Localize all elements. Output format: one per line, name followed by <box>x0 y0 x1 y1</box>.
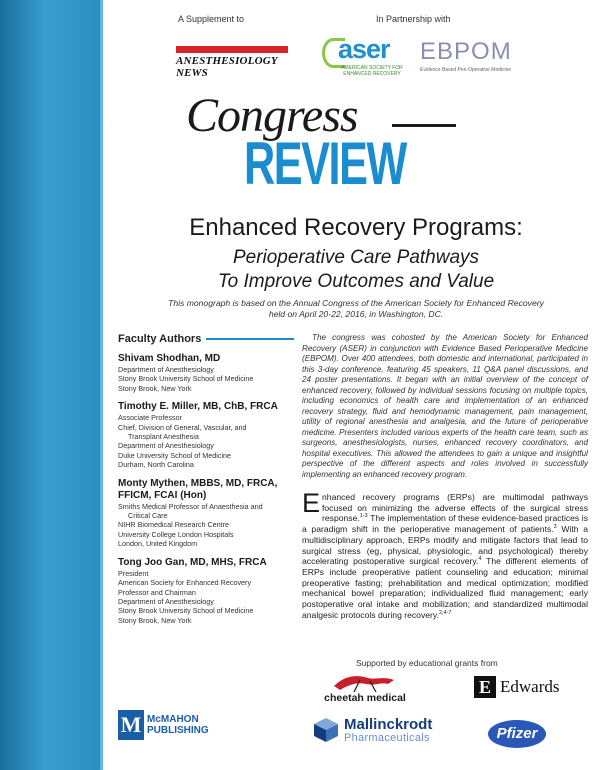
author-line: Chief, Division of General, Vascular, and <box>118 422 247 432</box>
author-line: London, United Kingdom <box>118 539 198 549</box>
author-line: Critical Care <box>128 511 168 521</box>
congress-summary-paragraph: The congress was cohosted by the American Society for Enhanced Recovery (ASER) in conjunction with Evidence Based Perioperative Medicine (EBPOM). Over 400 attendees, both domestic and international, participated in this 3-day conference, featuring 45 speakers, 11 Q&A panel discussions, and 24 poster presentations. It began with an initial overview of the concept of enhanced recovery, followed by individual sessions focusing on multiple topics, including economics of health care and implementation of an enhanced recovery strategy, fluid and hemodynamic management, pain management, utility of regional anesthesia and analgesia, and the future of perioperative medicine. Presenters included various experts of the health care team, such as surgeons, anesthesiologists, nurses, enhanced recovery coordinators, and hospital executives. This allowed the attendees to gain a unique and insightful perspective of the different aspects and roles involved in successfully implementing an enhanced recovery program. <box>302 333 588 479</box>
body-column <box>302 333 588 620</box>
blue-sidebar <box>0 0 103 770</box>
erp-paragraph <box>302 488 588 620</box>
author-gan <box>118 557 294 625</box>
edwards-text: Edwards <box>500 677 560 696</box>
author-shodhan <box>118 353 294 393</box>
review-word: REVIEW <box>244 130 406 197</box>
author-line: Department of Anesthesiology <box>118 441 214 451</box>
edwards-mark-icon: E <box>474 676 496 698</box>
mallinckrodt-logo <box>312 716 432 744</box>
aser-subtitle: AMERICAN SOCIETY FOR ENHANCED RECOVERY <box>341 65 403 77</box>
author-line: Associate Professor <box>118 413 182 423</box>
monograph-note-line-2: held on April 20-22, 2016, in Washington, DC. <box>268 309 444 319</box>
author-line: NIHR Biomedical Research Centre <box>118 520 230 530</box>
monograph-note-line-1: This monograph is based on the Annual Congress of the American Society for Enhanced Recovery <box>168 298 544 308</box>
mcmahon-publishing-logo <box>118 710 209 740</box>
faculty-heading <box>118 333 294 345</box>
publishing-text: PUBLISHING <box>147 725 209 736</box>
partnership-label: In Partnership with <box>376 14 451 24</box>
mallinckrodt-text: Mallinckrodt <box>344 715 433 733</box>
erp-text-c: With a multidisciplinary approach, ERPs modify and mitigate factors that lead to surgical stress (eg, physical, physiologic, and psychological) thereby accelerating postoperative surgical recovery. <box>302 524 588 567</box>
author-line: Professor and Chairman <box>118 587 196 597</box>
author-line: Stony Brook, New York <box>118 615 192 625</box>
faculty-authors <box>118 333 294 625</box>
mcmahon-mark-icon: M <box>118 710 144 740</box>
drop-cap: E <box>302 488 321 518</box>
author-line: Duke University School of Medicine <box>118 450 232 460</box>
author-line: Stony Brook University School of Medicine <box>118 374 254 384</box>
congress-word: Congress <box>186 89 358 142</box>
author-name-line-1: Monty Mythen, MBBS, MD, FRCA, <box>118 477 278 489</box>
reference-mark: 1-3 <box>359 513 368 520</box>
logo-red-bar <box>176 46 288 53</box>
cheetah-medical-text: cheetah medical <box>324 692 406 704</box>
erp-text-d: The different elements of ERPs include preoperative patient counseling and education; minimal preoperative fasting; prehabilitation and medical optimization; modified mechanical bowel preparation; individualized fluid management; early postoperative oral intake and mobilization; and standardized multimodal analgesic protocols during recovery. <box>302 556 588 620</box>
ebpom-subtitle: Evidence Based Peri-Operative Medicine <box>420 67 512 73</box>
supported-by-label: Supported by educational grants from <box>356 658 498 668</box>
aser-logo <box>320 34 408 78</box>
faculty-heading-rule <box>206 338 294 340</box>
author-line: President <box>118 568 149 578</box>
reference-mark: 3 <box>553 524 557 531</box>
author-line: Durham, North Carolina <box>118 460 194 470</box>
faculty-heading-text: Faculty Authors <box>118 333 202 345</box>
supplement-label: A Supplement to <box>178 14 245 24</box>
author-line: Stony Brook University School of Medicine <box>118 606 254 616</box>
congress-underline <box>392 124 456 127</box>
author-name: Tong Joo Gan, MD, MHS, FRCA <box>118 556 267 568</box>
anesthesiology-news-logo <box>176 46 288 79</box>
reference-mark: 4 <box>478 556 482 563</box>
mallinckrodt-cube-icon <box>312 716 340 744</box>
author-line: American Society for Enhanced Recovery <box>118 578 252 588</box>
mcmahon-words <box>147 714 209 736</box>
mallinckrodt-words <box>344 717 432 744</box>
reference-mark: 2,4-7 <box>438 609 452 616</box>
author-line: Transplant Anesthesia <box>128 432 199 442</box>
author-line: Stony Brook, New York <box>118 383 192 393</box>
sub-title-line-1: Perioperative Care Pathways <box>232 247 480 268</box>
author-name: Timothy E. Miller, MB, ChB, FRCA <box>118 401 278 413</box>
author-line: University College London Hospitals <box>118 529 234 539</box>
author-line: Smiths Medical Professor of Anaesthesia and <box>118 501 263 511</box>
monograph-note <box>122 298 590 320</box>
mcmahon-text: McMAHON <box>147 714 199 725</box>
main-title: Enhanced Recovery Programs: <box>189 214 523 241</box>
author-miller <box>118 401 294 469</box>
ebpom-wordmark: EBPOM <box>420 38 512 65</box>
sub-title-line-2: To Improve Outcomes and Value <box>217 271 495 292</box>
erp-text-a: nhanced recovery programs (ERPs) are multimodal pathways focused on minimizing the adverse effects of the surgical stress response. <box>322 492 588 524</box>
edwards-logo <box>474 676 559 698</box>
sub-title <box>122 246 590 294</box>
cheetah-icon <box>330 670 400 694</box>
aser-wordmark: aser <box>338 34 390 64</box>
erp-text-b: The implementation of these evidence-based practices is a paradigm shift in the perioperative management of patients. <box>302 513 588 535</box>
author-line: Department of Anesthesiology <box>118 365 214 374</box>
author-mythen <box>118 478 294 549</box>
author-line: Department of Anesthesiology <box>118 596 214 606</box>
author-name: Shivam Shodhan, MD <box>118 353 221 364</box>
cheetah-medical-logo <box>318 670 412 704</box>
pharmaceuticals-text: Pharmaceuticals <box>344 731 430 744</box>
pfizer-logo: Pfizer <box>488 720 546 748</box>
anesthesiology-news-text: ANESTHESIOLOGY NEWS <box>176 55 278 79</box>
ebpom-logo <box>420 38 512 73</box>
author-name-line-2: FFICM, FCAI (Hon) <box>118 489 207 501</box>
